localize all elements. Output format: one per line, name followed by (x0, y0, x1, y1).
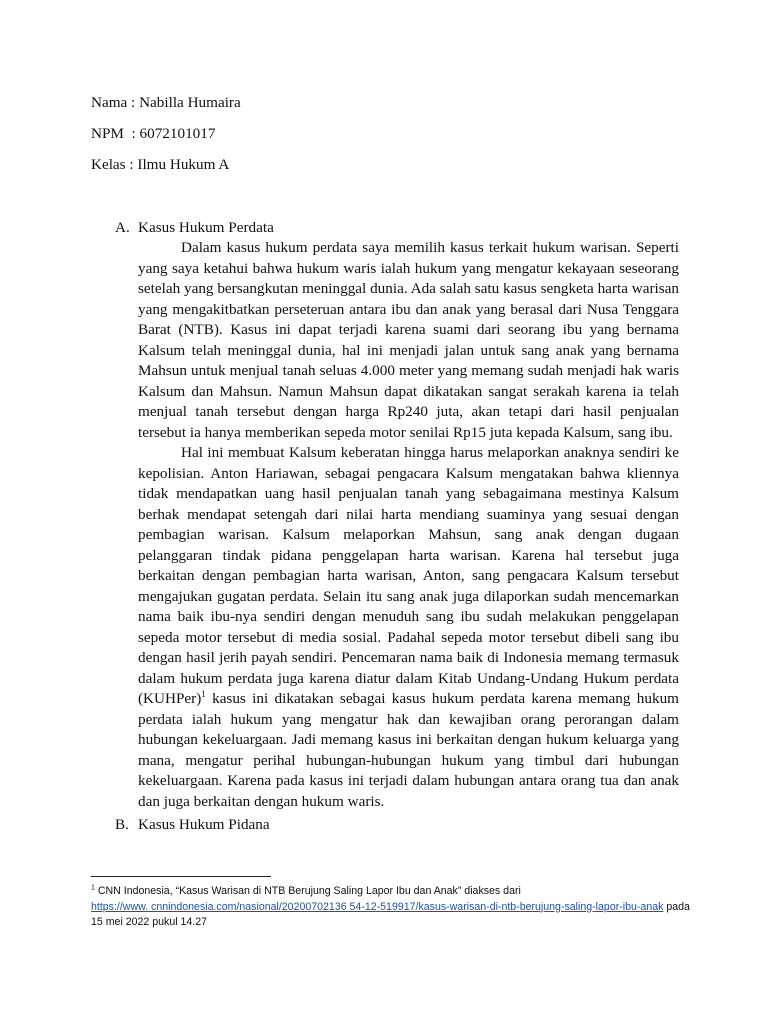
student-npm: NPM : 6072101017 (91, 125, 216, 142)
footnote-reference[interactable]: 1 (201, 688, 206, 699)
section-a-heading (115, 218, 274, 238)
footnote-separator (91, 876, 271, 877)
section-b-letter: B. (115, 816, 129, 833)
section-a-title: Kasus Hukum Perdata (138, 219, 274, 236)
footnote-number: 1 (91, 884, 95, 892)
section-b-heading (115, 815, 270, 835)
student-name: Nama : Nabilla Humaira (91, 94, 241, 111)
paragraph-1: Dalam kasus hukum perdata saya memilih kasus terkait hukum warisan. Seperti yang saya ketahui bahwa hukum waris ialah hukum yang mengatur kekayaan seseorang setelah yang bersangkutan meninggal dunia. Ada salah satu kasus sengketa harta warisan yang mengakitbatkan perseteruan antara ibu dan anak yang berasal dari Nusa Tenggara Barat (NTB). Kasus ini dapat terjadi karena suami dari seorang ibu yang bernama Kalsum telah meninggal dunia, hal ini menjadi jalan untuk sang anak yang bernama Mahsun untuk menjual tanah seluas 4.000 meter yang memang sudah menjadi hak waris Kalsum dan Mahsun. Namun Mahsun dapat dikatakan sangat serakah karena ia telah menjual tanah tersebut dengan harga Rp240 juta, akan tetapi dari hasil penjualan tersebut ia hanya memberikan sepeda motor senilai Rp15 juta kepada Kalsum, sang ibu. (138, 239, 679, 441)
footnote-link[interactable]: https://www. cnnindonesia.com/nasional/20200702136 54-12-519917/kasus-warisan-di-ntb-berujung-saling-lapor-ibu-anak (91, 900, 664, 913)
section-b-title: Kasus Hukum Pidana (138, 816, 270, 833)
student-class: Kelas : Ilmu Hukum A (91, 156, 230, 173)
section-a-body (138, 238, 679, 812)
paragraph-2-part-2: kasus ini dikatakan sebagai kasus hukum perdata karena memang hukum perdata ialah hukum yang mengatur hak dan kewajiban orang perorangan dalam hubungan kekeluargaan. Jadi memang kasus ini berkaitan dengan hukum keluarga yang mana, mengatur perihal hubungan-hubungan hukum yang timbul dari hubungan kekeluargaan. Karena pada kasus ini terjadi dalam hubungan antara orang tua dan anak dan juga berkaitan dengan hukum waris. (138, 690, 679, 810)
paragraph-2 (138, 443, 679, 812)
footnote-access-date: pada 15 mei 2022 pukul 14.27 (91, 900, 690, 928)
footnote (91, 884, 691, 931)
paragraph-2-part-1: Hal ini membuat Kalsum keberatan hingga harus melaporkan anaknya sendiri ke kepolisian. Anton Hariawan, sebagai pengacara Kalsum mengatakan bahwa kliennya tidak mendapatkan uang hasil penjualan tanah yang sebagaimana mestinya Kalsum berhak mendapat setengah dari nilai harta mendiang suaminya yang sesuai dengan pembagian warisan. Kalsum melaporkan Mahsun, sang anak dengan dugaan pelanggaran tindak pidana penggelapan harta warisan. Karena hal tersebut juga berkaitan dengan pembagian harta warisan, Anton, sang pengacara Kalsum tersebut mengajukan gugatan perdata. Selain itu sang anak juga dilaporkan sudah mencemarkan nama baik ibu-nya sendiri dengan menuduh sang ibu sudah melakukan penggelapan sepeda motor tersebut di media sosial. Padahal sepeda motor tersebut dibeli sang ibu dengan hasil jerih payah sendiri. Pencemaran nama baik di Indonesia memang termasuk dalam hukum perdata juga karena diatur dalam Kitab Undang-Undang Hukum perdata (KUHPer) (138, 444, 679, 707)
footnote-text: CNN Indonesia, “Kasus Warisan di NTB Berujung Saling Lapor Ibu dan Anak” diakses dari (94, 885, 521, 897)
section-a-letter: A. (115, 219, 130, 236)
